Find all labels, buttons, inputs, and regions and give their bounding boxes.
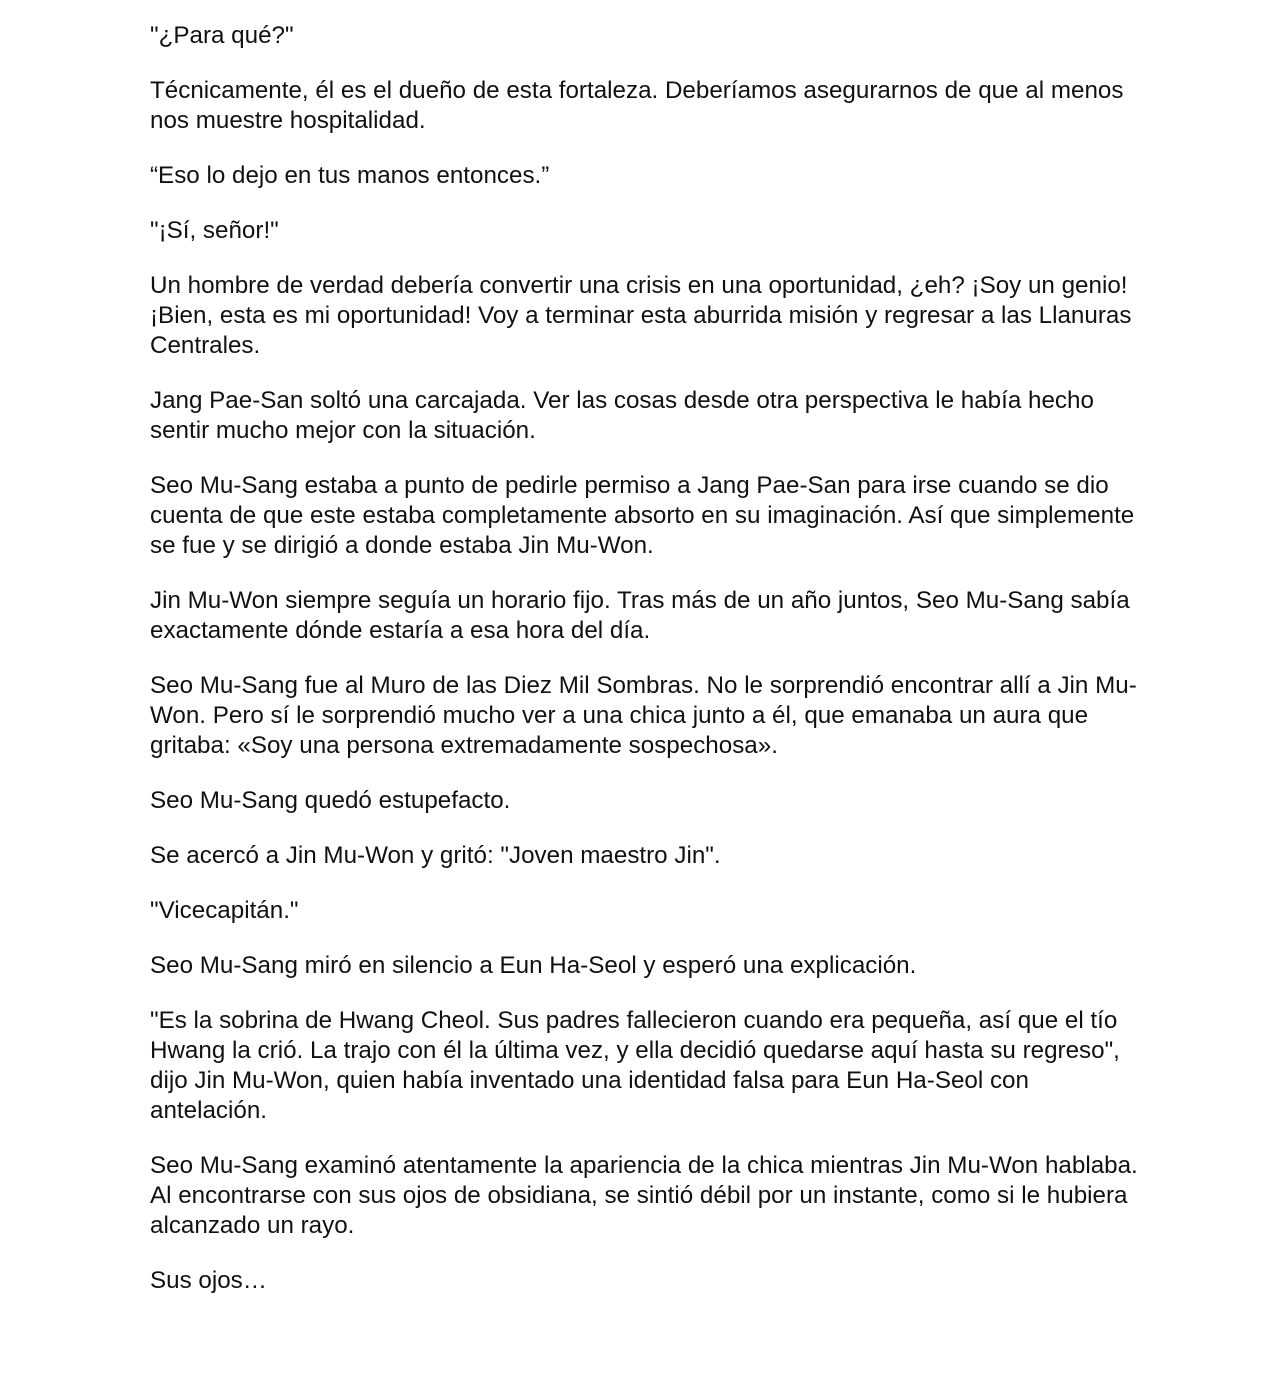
paragraph: "Es la sobrina de Hwang Cheol. Sus padres fallecieron cuando era pequeña, así que el tío Hwang la crió. La trajo con él la última vez, y ella decidió quedarse aquí hasta su regreso", dijo Jin Mu-Won, quien había inventado una identidad falsa para Eun Ha-Seol con antelación. xyxy=(150,1007,1120,1124)
paragraph: Un hombre de verdad debería convertir una crisis en una oportunidad, ¿eh? ¡Soy un genio! ¡Bien, esta es mi oportunidad! Voy a terminar esta aburrida misión y regresar a las Llanuras Centrales. xyxy=(150,272,1132,359)
paragraph: Jin Mu-Won siempre seguía un horario fijo. Tras más de un año juntos, Seo Mu-Sang sabía exactamente dónde estaría a esa hora del día. xyxy=(150,587,1130,644)
paragraph: Seo Mu-Sang estaba a punto de pedirle permiso a Jang Pae-San para irse cuando se dio cuenta de que este estaba completamente absorto en su imaginación. Así que simplemente se fue y se dirigió a donde estaba Jin Mu-Won. xyxy=(150,472,1135,559)
paragraph: Se acercó a Jin Mu-Won y gritó: "Joven maestro Jin". xyxy=(150,842,721,869)
paragraph: Técnicamente, él es el dueño de esta fortaleza. Deberíamos asegurarnos de que al menos nos muestre hospitalidad. xyxy=(150,77,1124,134)
document-page xyxy=(150,21,1140,1321)
paragraph: Seo Mu-Sang examinó atentamente la apariencia de la chica mientras Jin Mu-Won hablaba. Al encontrarse con sus ojos de obsidiana, se sintió débil por un instante, como si le hubiera alcanzado un rayo. xyxy=(150,1152,1138,1239)
paragraph: "Vicecapitán." xyxy=(150,897,299,924)
paragraph: Seo Mu-Sang quedó estupefacto. xyxy=(150,787,511,814)
paragraph: Sus ojos… xyxy=(150,1267,267,1294)
paragraph: "¿Para qué?" xyxy=(150,22,294,49)
paragraph: "¡Sí, señor!" xyxy=(150,217,279,244)
paragraph: Jang Pae-San soltó una carcajada. Ver las cosas desde otra perspectiva le había hecho sentir mucho mejor con la situación. xyxy=(150,387,1094,444)
paragraph: “Eso lo dejo en tus manos entonces.” xyxy=(150,162,550,189)
paragraph: Seo Mu-Sang miró en silencio a Eun Ha-Seol y esperó una explicación. xyxy=(150,952,917,979)
paragraph: Seo Mu-Sang fue al Muro de las Diez Mil Sombras. No le sorprendió encontrar allí a Jin Mu-Won. Pero sí le sorprendió mucho ver a una chica junto a él, que emanaba un aura que gritaba: «Soy una persona extremadamente sospechosa». xyxy=(150,672,1137,759)
